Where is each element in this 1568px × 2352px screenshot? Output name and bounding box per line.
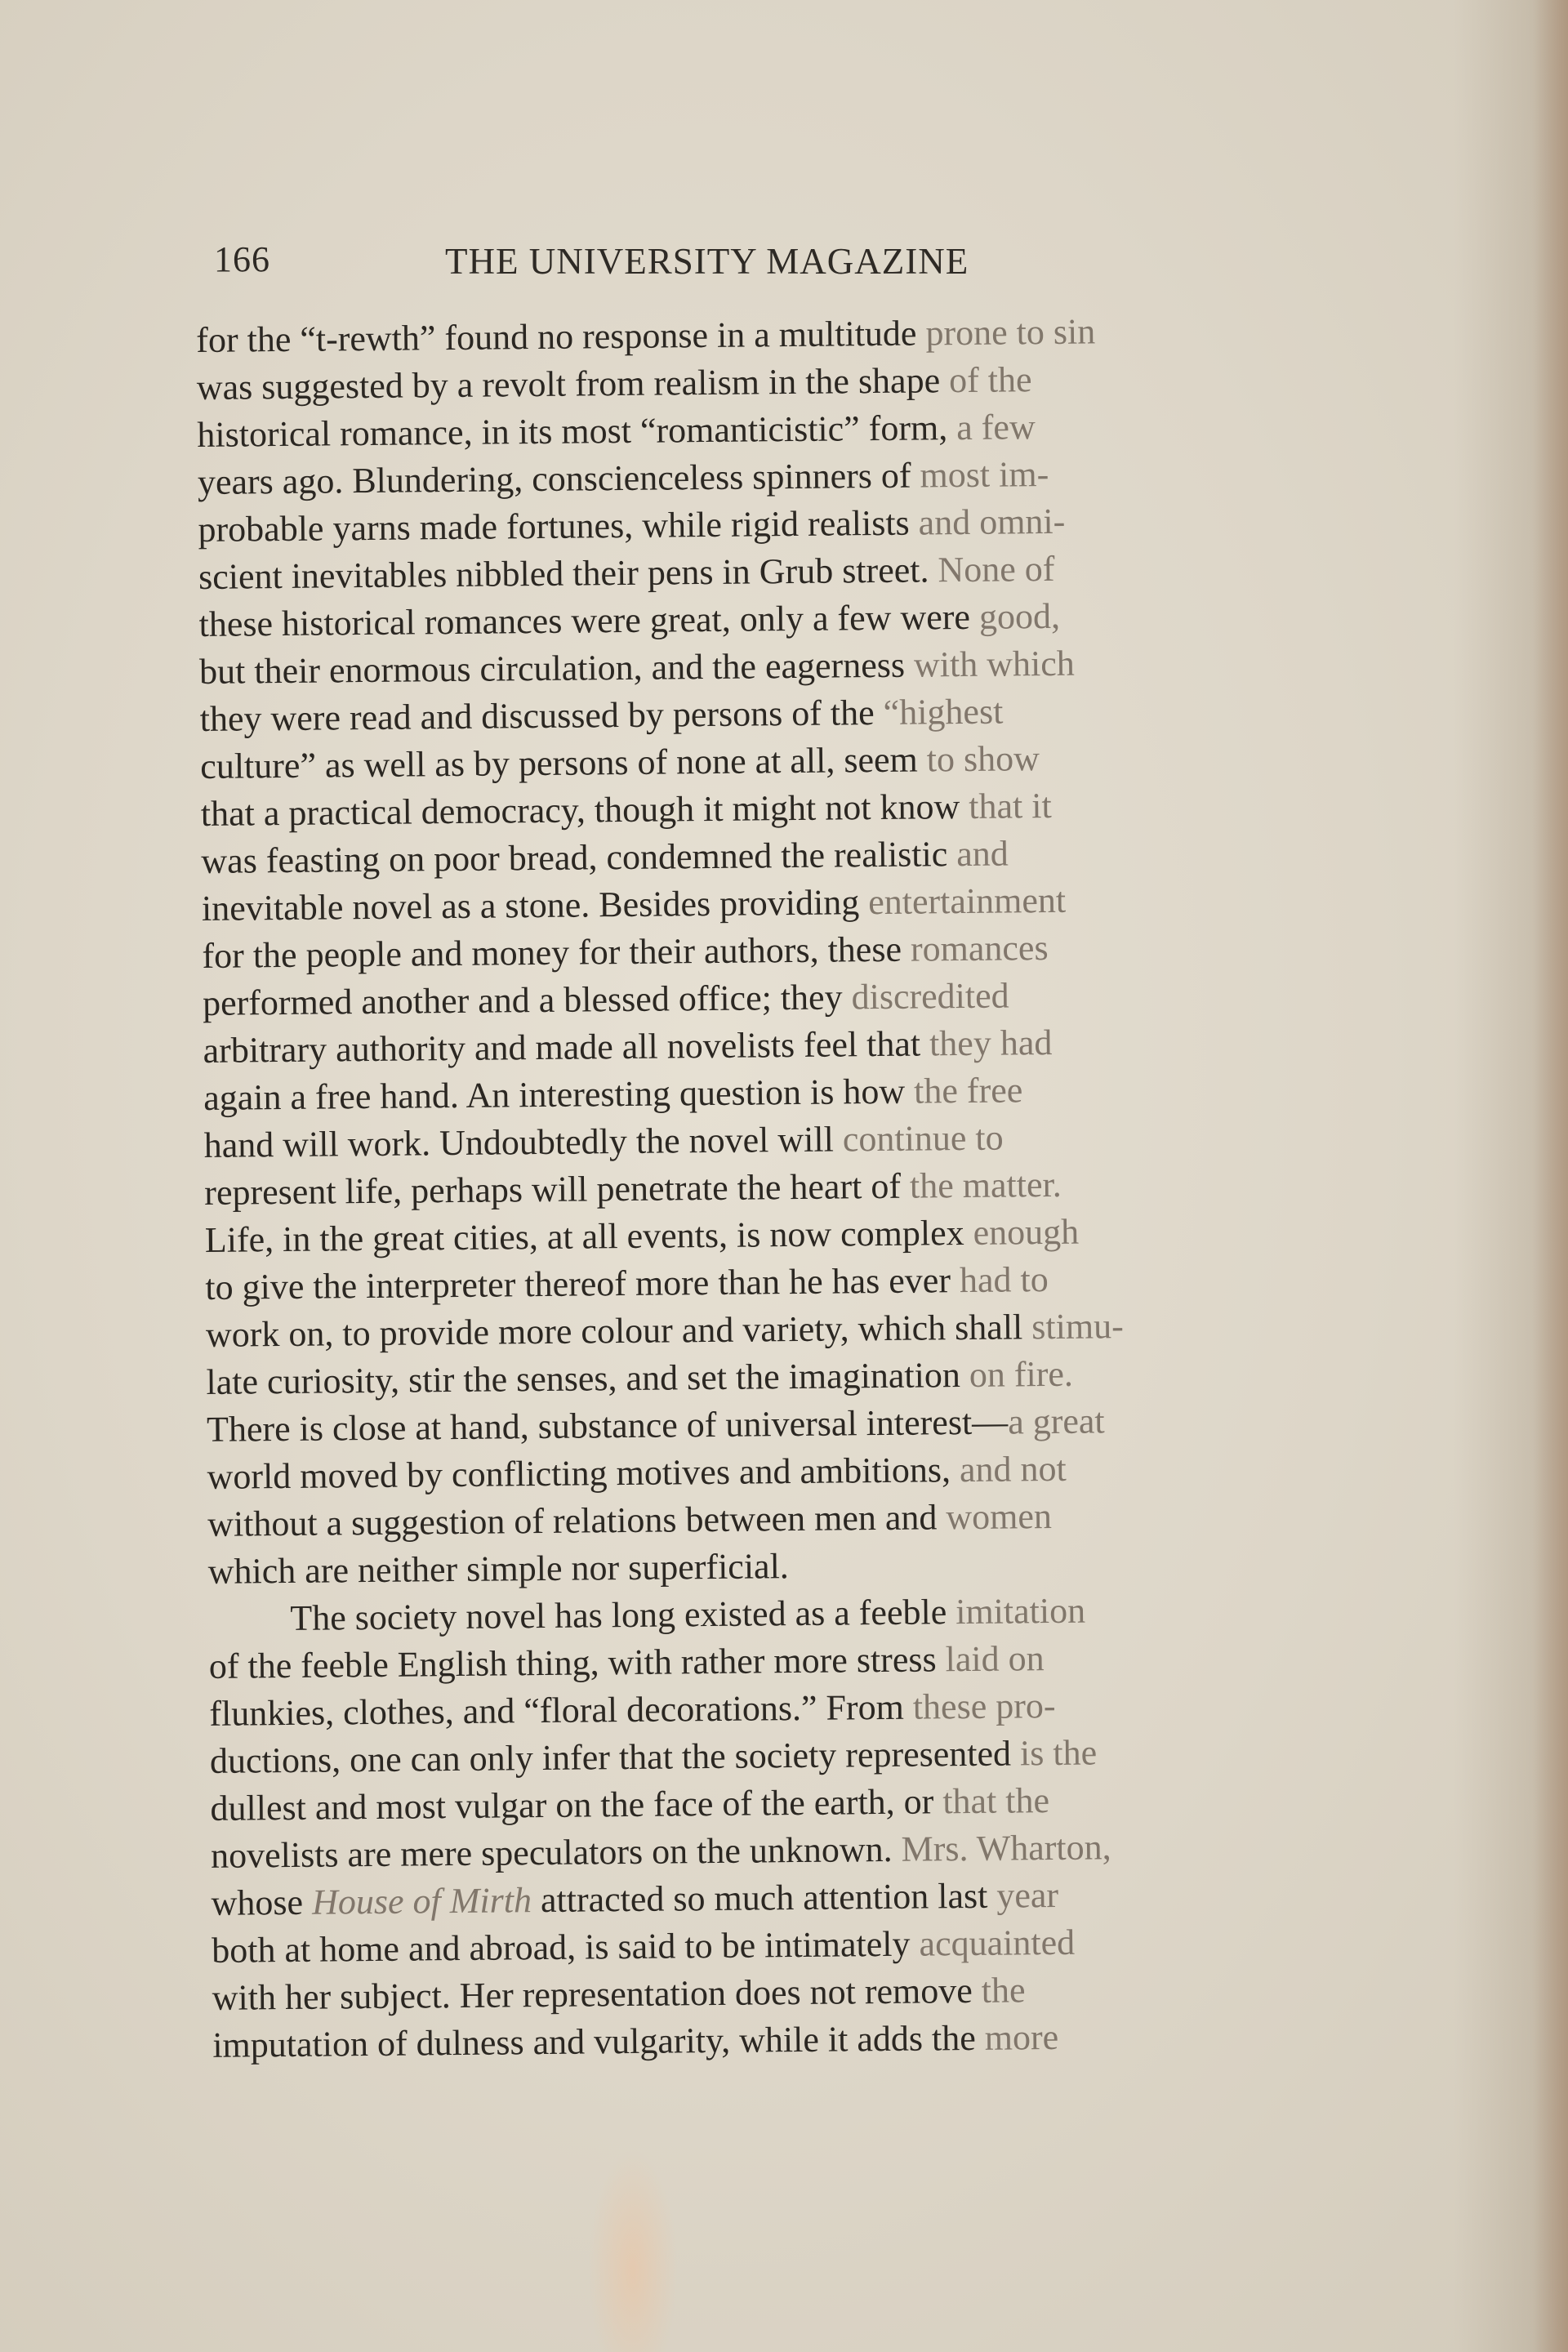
text-line: for the people and money for their authors, these romances (202, 928, 1049, 976)
text-line: arbitrary authority and made all novelists feel that they had (203, 1022, 1053, 1071)
paragraph-2 (208, 1584, 1356, 2069)
text-line: for the “t-rewth” found no response in a multitude prone to sin (196, 311, 1096, 360)
text-line: work on, to provide more colour and variety, which shall stimu- (205, 1306, 1124, 1355)
text-line: historical romance, in its most “romanticistic” form, a few (197, 407, 1036, 455)
text-line: dullest and most vulgar on the face of the earth, or that the (210, 1780, 1050, 1829)
text-line: that a practical democracy, though it might not know that it (200, 785, 1052, 834)
text-line: ductions, one can only infer that the society represented is the (209, 1732, 1098, 1781)
text-line: these historical romances were great, only a few were good, (198, 595, 1061, 644)
text-line: world moved by conflicting motives and ambitions, and not (207, 1448, 1067, 1497)
text-line: probable yarns made fortunes, while rigid realists and omni- (198, 501, 1066, 550)
text-line: represent life, perhaps will penetrate the heart of the matter. (204, 1164, 1062, 1213)
text-line: Life, in the great cities, at all events, is now complex enough (204, 1211, 1080, 1260)
text-line: with her subject. Her representation does not remove the (212, 1970, 1026, 2018)
body-text (196, 306, 1356, 2069)
text-line: novelists are mere speculators on the unknown. Mrs. Wharton, (210, 1827, 1111, 1876)
page-header (214, 238, 1047, 296)
text-line: they were read and discussed by persons of the “highest (199, 691, 1004, 739)
page-edge-shadow (1532, 0, 1568, 2352)
text-line: There is close at hand, substance of universal interest—a great (206, 1401, 1105, 1450)
text-line: was suggested by a revolt from realism in the shape of the (196, 359, 1032, 408)
text-line: to give the interpreter thereof more than he has ever had to (205, 1259, 1049, 1307)
text-line: late curiosity, stir the senses, and set the imagination on fire. (206, 1353, 1074, 1402)
text-line: The society novel has long existed as a feeble imitation (290, 1590, 1086, 1638)
running-title: THE UNIVERSITY MAGAZINE (445, 241, 969, 282)
text-line: hand will work. Undoubtedly the novel will continue to (203, 1117, 1004, 1165)
page-number: 166 (214, 239, 270, 279)
text-line: whose House of Mirth attracted so much attention last year (211, 1874, 1059, 1923)
text-line: inevitable novel as a stone. Besides providing entertainment (201, 880, 1067, 929)
text-line: flunkies, clothes, and “floral decorations.” From these pro- (209, 1685, 1056, 1734)
text-line: again a free hand. An interesting question is how the free (203, 1070, 1023, 1118)
text-line: was feasting on poor bread, condemned the realistic and (201, 833, 1009, 881)
text-line: without a suggestion of relations between men and women (207, 1496, 1053, 1544)
text-line: both at home and abroad, is said to be intimately acquainted (211, 1922, 1076, 1971)
text-line: performed another and a blessed office; they discredited (202, 975, 1009, 1023)
book-title-house-of-mirth: House of Mirth (311, 1880, 532, 1922)
text-line: but their enormous circulation, and the eagerness with which (198, 643, 1075, 692)
text-line: imputation of dulness and vulgarity, while it adds the more (212, 2016, 1059, 2065)
text-line: culture” as well as by persons of none at all, seem to show (200, 738, 1040, 786)
text-line: which are neither simple nor superficial. (207, 1546, 790, 1592)
paragraph-1 (196, 306, 1352, 1596)
text-line: scient inevitables nibbled their pens in Grub street. None of (198, 548, 1055, 597)
text-line: of the feeble English thing, with rather more stress laid on (208, 1638, 1045, 1686)
paper-stain (588, 2148, 678, 2352)
text-line: years ago. Blundering, conscienceless spinners of most im- (197, 453, 1049, 502)
